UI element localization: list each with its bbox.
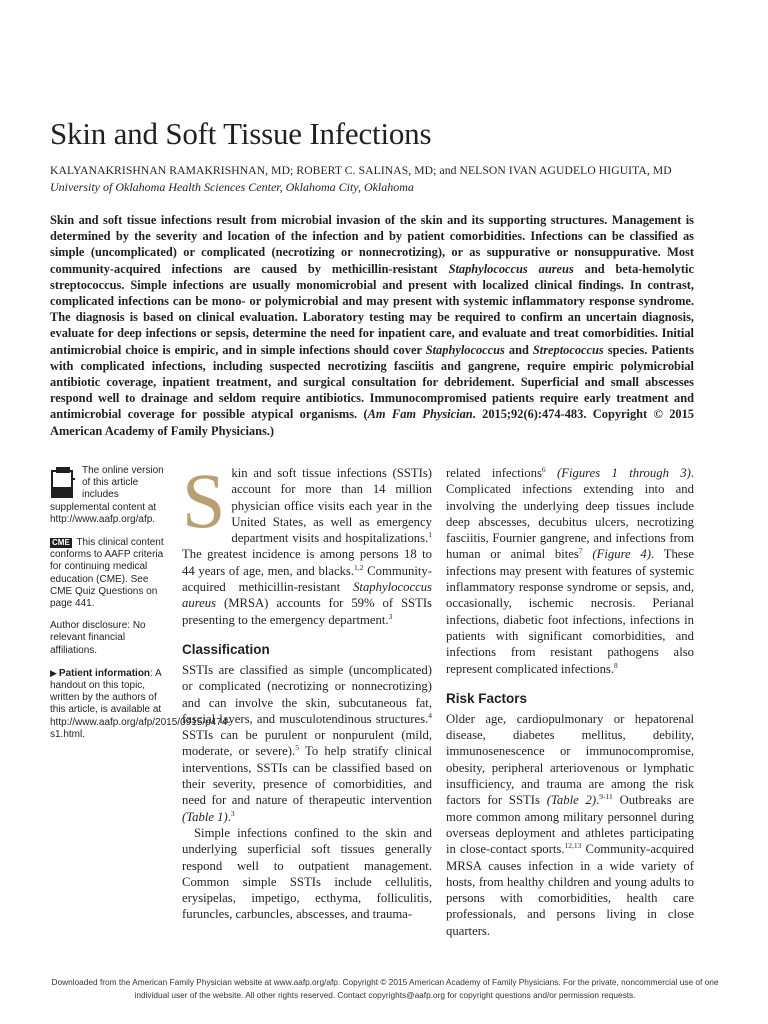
abstract: Skin and soft tissue infections result from microbial invasion of the skin and its supporting structures. Management is determined by the severity and location of the infection and by patient comorbidities. Infections can be classified as simple (uncomplicated) or complicated (necrotizing or nonnecrotizing), or as suppurative or nonsuppurative. Most community-acquired infections are caused by methicillin-resistant Staphylococcus aureus and beta-hemolytic streptococcus. Simple infections are usually monomicrobial and present with localized clinical findings. In contrast, complicated infections can be mono- or polymicrobial and may present with systemic inflammatory response syndrome. The diagnosis is based on clinical evaluation. Laboratory testing may be required to confirm an uncertain diagnosis, evaluate for deep infections or sepsis, determine the need for inpatient care, and evaluate and treat comorbidities. Initial antimicrobial choice is empiric, and in simple infections should cover Staphylococcus and Streptococcus species. Patients with complicated infections, including suspected necrotizing fasciitis and gangrene, require empiric polymicrobial antibiotic coverage, inpatient treatment, and surgical consultation for debridement. Superficial and small abscesses respond well to drainage and seldom require antibiotics. Immunocompromised patients require early treatment and antimicrobial coverage for possible atypical organisms. (Am Fam Physician. 2015;92(6):474-483. Copyright © 2015 American Academy of Family Physicians.) — [50, 213, 694, 438]
author-list: KALYANAKRISHNAN RAMAKRISHNAN, MD; ROBERT C. SALINAS, MD; and NELSON IVAN AGUDELO HIGUITA, MD — [50, 164, 672, 177]
classification-paragraph: SSTIs are classified as simple (uncomplicated) or complicated (necrotizing or nonnecrotizing) and can involve the skin, subcutaneous fat, fascial layers, and musculotendinous structures.$^4$ SSTIs can be purulent or nonpurulent (mild, moderate, or severe).$^5$ To help stratify clinical interventions, SSTIs can be classified based on their severity, presence of comorbidities, and need for and nature of therapeutic intervention (Table 1).$^3$ — [182, 662, 432, 824]
afp-online-icon — [50, 467, 76, 501]
cme-note: CME This clinical content conforms to AAFP criteria for continuing medical education (CME). See CME Quiz Questions on page 441. — [50, 537, 164, 610]
body-column-1 — [182, 457, 432, 923]
cme-badge: CME — [52, 538, 70, 547]
simple-infections-paragraph: Simple infections confined to the skin and underlying superficial soft tissues generally respond well to outpatient management. Common simple SSTIs include cellulitis, erysipelas, impetigo, ecthyma, folliculitis, furuncles, carbuncles, abscesses, and trauma- — [182, 825, 432, 922]
online-content-note: The online version of this article includes supplemental content at http://www.aafp.org/afp. — [50, 465, 164, 525]
triangle-bullet-icon: ▶ — [50, 667, 57, 678]
heading-classification: Classification — [182, 641, 270, 657]
copyright-footer: Downloaded from the American Family Physician website at www.aafp.org/afp. Copyright © 2015 American Academy of Family Physicians. For the private, noncommercial use of one individual user of the website. All other rights reserved. Contact copyrights@aafp.org for copyright questions and/or permission requests. — [51, 977, 719, 1000]
complicated-infections-paragraph: related infections$^6$ (Figures 1 through 3). Complicated infections extending into and involving the underlying deep tissues include deep abscesses, decubitus ulcers, necrotizing fasciitis, Fournier gangrene, and infections from human or animal bites$^7$ (Figure 4). These infections may present with features of systemic inflammatory response syndrome or sepsis, and, occasionally, ischemic necrosis. Perianal infections, diabetic foot infections, infections in patients with significant comorbidities, and infections from resistant pathogens also represent complicated infections.$^8$ — [446, 465, 694, 676]
drop-cap: S — [182, 457, 226, 544]
patient-information-note: ▶ Patient information: A handout on this topic, written by the authors of this article, is available at http://www.aafp.org/afp/2015/0915/p474-s1.html. — [50, 667, 231, 740]
article-title: Skin and Soft Tissue Infections — [50, 116, 432, 151]
body-column-2 — [446, 465, 694, 939]
heading-risk-factors: Risk Factors — [446, 690, 528, 706]
author-affiliation: University of Oklahoma Health Sciences Center, Oklahoma City, Oklahoma — [50, 180, 414, 194]
author-disclosure: Author disclosure: No relevant financial affiliations. — [50, 620, 146, 656]
intro-paragraph: Skin and soft tissue infections (SSTIs) account for more than 14 million physician office visits each year in the United States, as well as emergency department visits and hospitalizations.$^1$ The greatest incidence is among persons 18 to 44 years of age, men, and blacks.$^{1,2}$ Community-acquired methicillin-resistant Staphylococcus aureus (MRSA) accounts for 59% of SSTIs presenting to the emergency department.$^3$ — [182, 457, 432, 627]
risk-factors-paragraph: Older age, cardiopulmonary or hepatorenal disease, diabetes mellitus, debility, immunosenescence or immunocompromise, obesity, peripheral arteriovenous or lymphatic insufficiency, and trauma are among the risk factors for SSTIs (Table 2).$^{9-11}$ Outbreaks are more common among military personnel during overseas deployment and athletes participating in close-contact sports.$^{12,13}$ Community-acquired MRSA causes infection in a wide variety of hosts, from healthy children and young adults to persons with comorbidities, health care professionals, and persons living in close quarters. — [446, 711, 695, 938]
